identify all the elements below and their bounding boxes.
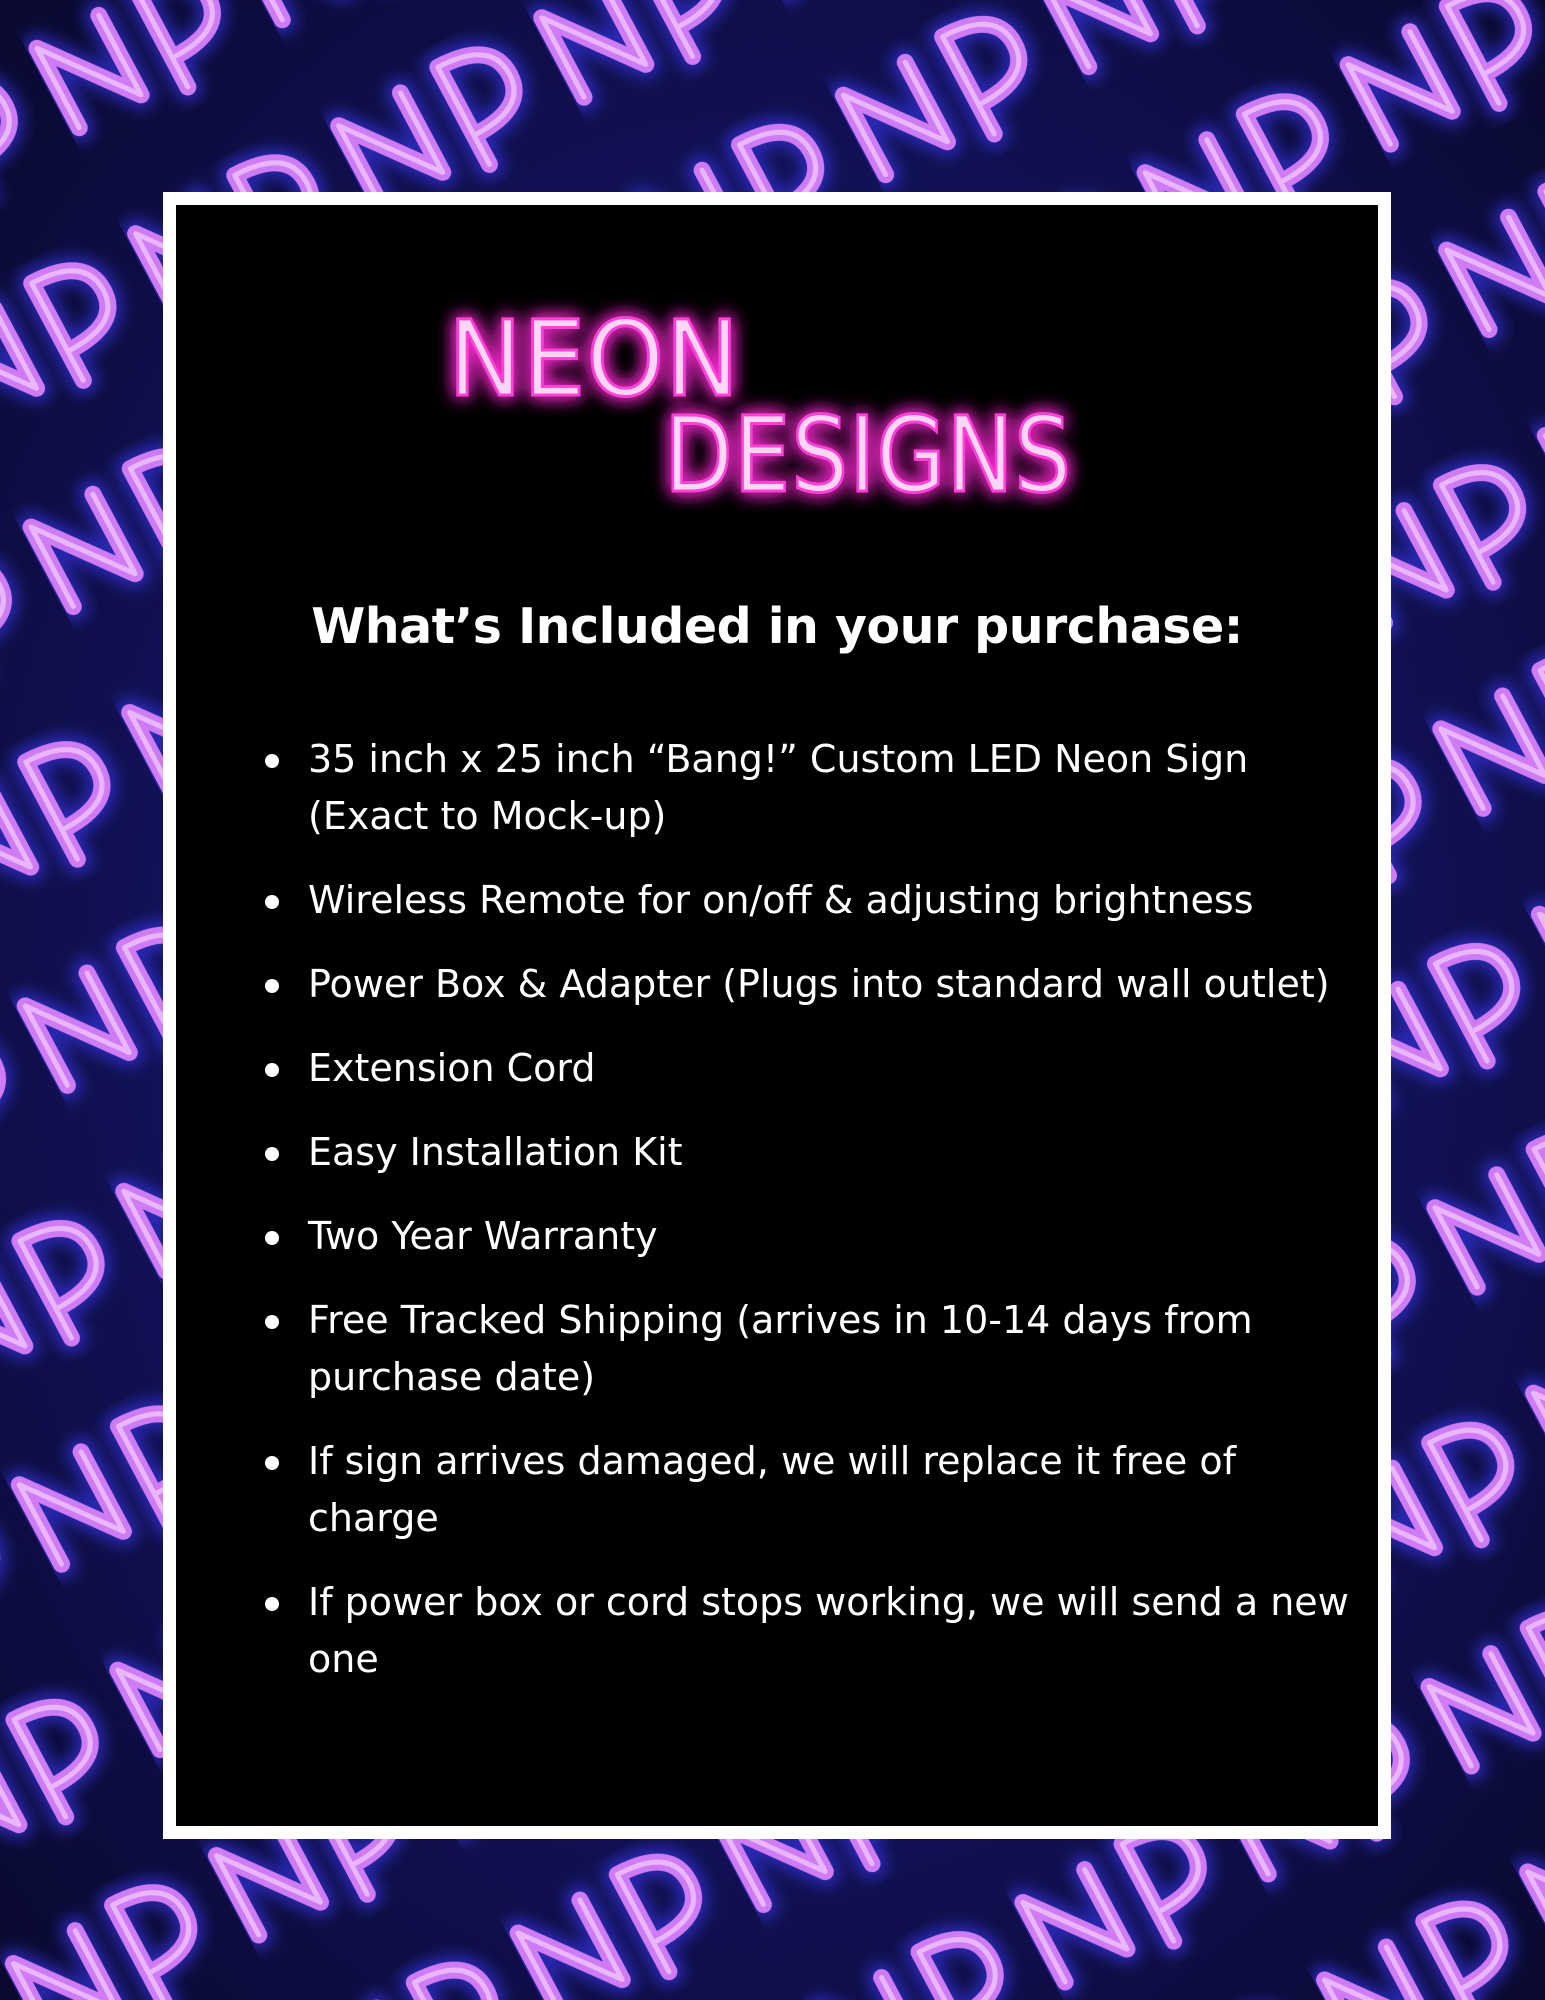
list-item: If power box or cord stops working, we will send a new one [260, 1574, 1350, 1688]
logo-word-designs: DESIGNS [664, 394, 1072, 516]
list-item: Two Year Warranty [260, 1208, 1350, 1265]
page-title: What’s Included in your purchase: [311, 598, 1243, 655]
logo-word-neon: NEON [448, 298, 740, 420]
list-item: Power Box & Adapter (Plugs into standard wall outlet) [260, 956, 1350, 1013]
list-item: Easy Installation Kit [260, 1124, 1350, 1181]
neon-designs-logo [176, 205, 1404, 545]
list-item: 35 inch x 25 inch “Bang!” Custom LED Neon Sign (Exact to Mock-up) [260, 731, 1350, 845]
list-item: Wireless Remote for on/off & adjusting brightness [260, 872, 1350, 929]
included-items-panel [163, 192, 1391, 1839]
list-item: If sign arrives damaged, we will replace it free of charge [260, 1433, 1350, 1547]
list-item: Extension Cord [260, 1040, 1350, 1097]
included-items-list [260, 731, 1350, 1715]
list-item: Free Tracked Shipping (arrives in 10-14 days from purchase date) [260, 1292, 1350, 1406]
